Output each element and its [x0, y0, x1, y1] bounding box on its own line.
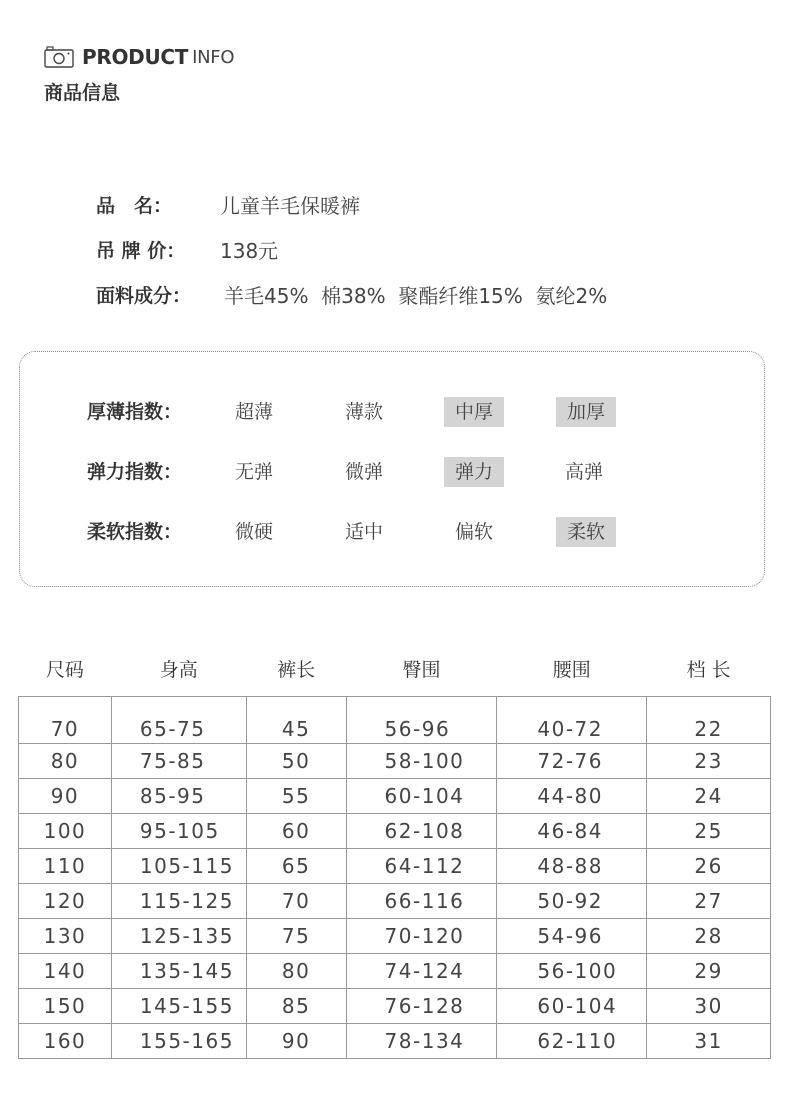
- attribute-option: 无弹: [234, 461, 273, 483]
- attribute-option: 薄款: [344, 401, 383, 423]
- cell-waist: 48-88: [497, 849, 647, 884]
- table-row: [19, 744, 771, 779]
- name-label: 品 名：: [96, 195, 173, 217]
- cell-crotch-length: 29: [647, 954, 771, 989]
- cell-crotch-length: 24: [647, 779, 771, 814]
- fabric-value: 羊毛45% 棉38% 聚酯纤维15% 氨纶2%: [224, 284, 608, 308]
- attribute-label: 弹力指数：: [87, 461, 183, 483]
- cell-hip: 64-112: [346, 849, 497, 884]
- cell-hip: 78-134: [346, 1024, 497, 1059]
- info-row-name: [96, 182, 607, 227]
- cell-waist: 44-80: [497, 779, 647, 814]
- size-table-header: [19, 641, 771, 697]
- cell-waist: 60-104: [497, 989, 647, 1024]
- cell-hip: 70-120: [346, 919, 497, 954]
- cell-crotch-length: 26: [647, 849, 771, 884]
- cell-pants-length: 90: [246, 1024, 346, 1059]
- attribute-row-elasticity: [20, 457, 764, 487]
- price-value: 138元: [220, 239, 279, 263]
- cell-waist: 50-92: [497, 884, 647, 919]
- cell-hip: 62-108: [346, 814, 497, 849]
- attribute-option-selected: 弹力: [444, 457, 504, 487]
- cell-crotch-length: 30: [647, 989, 771, 1024]
- header-title-bold: PRODUCT: [82, 45, 189, 69]
- attribute-option: 偏软: [454, 521, 493, 543]
- cell-crotch-length: 27: [647, 884, 771, 919]
- cell-crotch-length: 23: [647, 744, 771, 779]
- header-subtitle: 商品信息: [44, 82, 121, 104]
- cell-pants-length: 80: [246, 954, 346, 989]
- table-row: [19, 954, 771, 989]
- cell-hip: 60-104: [346, 779, 497, 814]
- attribute-option: 高弹: [564, 461, 603, 483]
- cell-hip: 74-124: [346, 954, 497, 989]
- product-info-list: [96, 182, 607, 317]
- attribute-option-selected: 柔软: [556, 517, 616, 547]
- attribute-option-selected: 中厚: [444, 397, 504, 427]
- cell-size: 90: [19, 779, 112, 814]
- cell-crotch-length: 28: [647, 919, 771, 954]
- column-header-crotch-length: 档 长: [686, 659, 731, 681]
- cell-size: 110: [19, 849, 112, 884]
- cell-pants-length: 75: [246, 919, 346, 954]
- table-row: [19, 779, 771, 814]
- table-row: [19, 884, 771, 919]
- cell-pants-length: 45: [246, 697, 346, 744]
- column-header-height: 身高: [159, 659, 198, 681]
- cell-height: 155-165: [111, 1024, 246, 1059]
- cell-size: 120: [19, 884, 112, 919]
- cell-crotch-length: 22: [647, 697, 771, 744]
- product-info-header: [44, 42, 234, 105]
- attribute-option: 微硬: [234, 521, 273, 543]
- cell-height: 85-95: [111, 779, 246, 814]
- cell-pants-length: 50: [246, 744, 346, 779]
- table-row: [19, 989, 771, 1024]
- attribute-label: 柔软指数：: [87, 521, 183, 543]
- cell-size: 160: [19, 1024, 112, 1059]
- cell-hip: 58-100: [346, 744, 497, 779]
- cell-size: 150: [19, 989, 112, 1024]
- info-row-price: [96, 227, 607, 272]
- cell-height: 75-85: [111, 744, 246, 779]
- cell-pants-length: 70: [246, 884, 346, 919]
- size-table: [18, 641, 771, 1059]
- column-header-hip: 臀围: [402, 659, 441, 681]
- cell-waist: 56-100: [497, 954, 647, 989]
- cell-crotch-length: 31: [647, 1024, 771, 1059]
- column-header-pants-length: 裤长: [277, 659, 316, 681]
- table-row: [19, 849, 771, 884]
- cell-height: 95-105: [111, 814, 246, 849]
- fabric-label: 面料成分：: [96, 285, 192, 307]
- cell-waist: 40-72: [497, 697, 647, 744]
- attribute-row-thickness: [20, 397, 764, 427]
- table-row: [19, 1024, 771, 1059]
- table-row: [19, 919, 771, 954]
- header-title-light: INFO: [192, 46, 235, 68]
- cell-height: 125-135: [111, 919, 246, 954]
- attribute-option: 适中: [344, 521, 383, 543]
- cell-pants-length: 65: [246, 849, 346, 884]
- cell-hip: 56-96: [346, 697, 497, 744]
- camera-icon: [44, 46, 74, 68]
- cell-size: 70: [19, 697, 112, 744]
- cell-waist: 62-110: [497, 1024, 647, 1059]
- attribute-option: 超薄: [234, 401, 273, 423]
- table-row: [19, 697, 771, 744]
- info-row-fabric: [96, 272, 607, 317]
- cell-waist: 54-96: [497, 919, 647, 954]
- cell-height: 65-75: [111, 697, 246, 744]
- header-title-line: [44, 42, 234, 72]
- column-header-waist: 腰围: [552, 659, 591, 681]
- cell-height: 135-145: [111, 954, 246, 989]
- cell-size: 130: [19, 919, 112, 954]
- cell-pants-length: 85: [246, 989, 346, 1024]
- cell-size: 80: [19, 744, 112, 779]
- price-label: 吊 牌 价：: [96, 240, 186, 262]
- name-value: 儿童羊毛保暖裤: [220, 194, 360, 218]
- cell-crotch-length: 25: [647, 814, 771, 849]
- cell-hip: 76-128: [346, 989, 497, 1024]
- attribute-label: 厚薄指数：: [87, 401, 183, 423]
- cell-size: 140: [19, 954, 112, 989]
- attribute-index-box: [19, 351, 765, 587]
- cell-size: 100: [19, 814, 112, 849]
- cell-height: 145-155: [111, 989, 246, 1024]
- cell-waist: 46-84: [497, 814, 647, 849]
- cell-pants-length: 60: [246, 814, 346, 849]
- cell-height: 115-125: [111, 884, 246, 919]
- cell-waist: 72-76: [497, 744, 647, 779]
- column-header-size: 尺码: [45, 659, 84, 681]
- cell-pants-length: 55: [246, 779, 346, 814]
- cell-height: 105-115: [111, 849, 246, 884]
- table-row: [19, 814, 771, 849]
- attribute-option: 微弹: [344, 461, 383, 483]
- attribute-row-softness: [20, 517, 764, 547]
- cell-hip: 66-116: [346, 884, 497, 919]
- attribute-option-selected: 加厚: [556, 397, 616, 427]
